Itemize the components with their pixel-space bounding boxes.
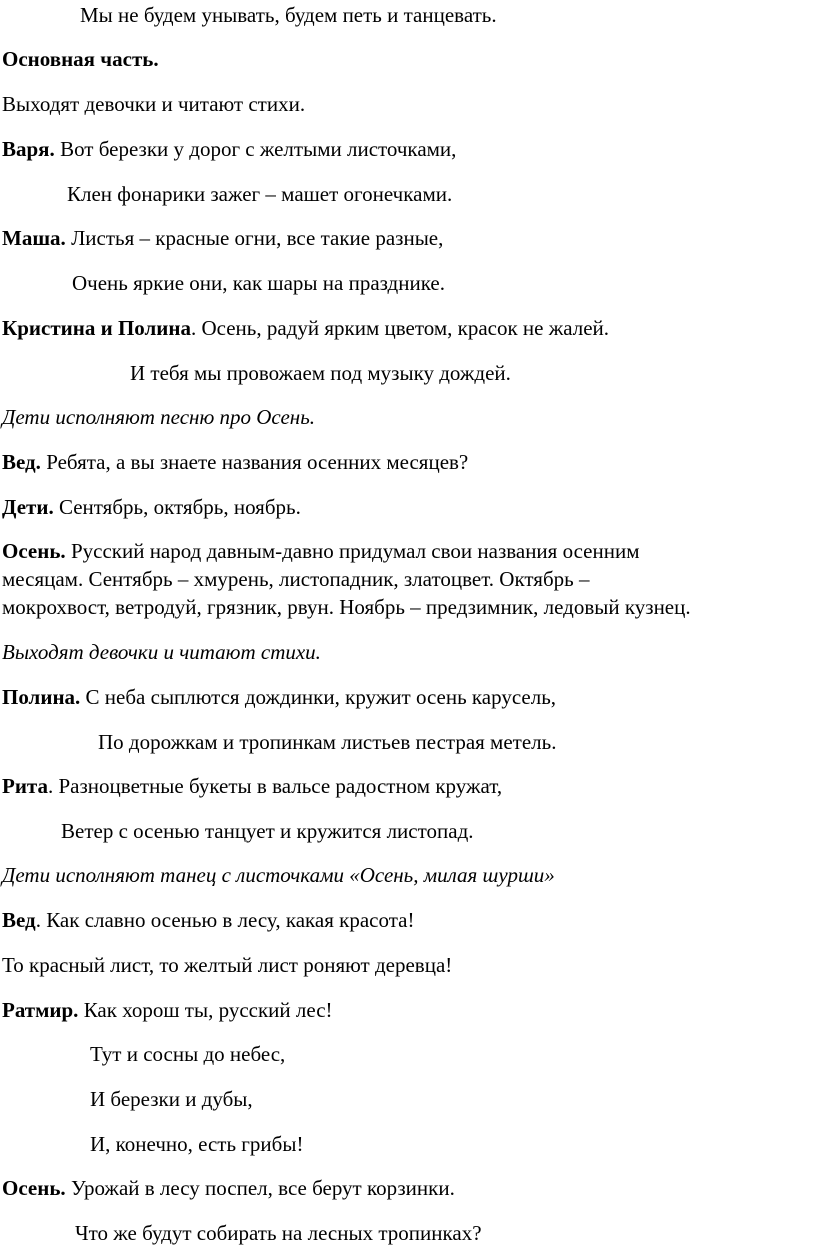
stage-direction: Дети исполняют песню про Осень. [2,405,316,429]
line-text: Сентябрь, октябрь, ноябрь. [53,495,301,519]
line-text: . Разноцветные букеты в вальсе радостном кружат, [48,774,503,798]
speaker-name: Дети. [2,495,54,519]
verse-line: Ветер с осенью танцует и кружится листопад. [61,819,474,843]
speaker-name: Осень. [2,1176,66,1200]
dialogue-line [2,538,640,564]
stage-direction: Дети исполняют танец с листочками «Осень, милая шурши» [2,863,555,887]
dialogue-line [2,773,502,799]
text-line: Мы не будем унывать, будем петь и танцевать. [80,3,497,27]
line-text: . Осень, радуй ярким цветом, красок не жалей. [190,316,610,340]
speaker-name: Рита [2,774,48,798]
speaker-name: Осень. [2,539,66,563]
speaker-name: Вед. [2,450,41,474]
dialogue-line [2,449,468,475]
line-text: Вот березки у дорог с желтыми листочками, [54,137,457,161]
line-text: Листья – красные огни, все такие разные, [65,226,444,250]
verse-line: Тут и сосны до небес, [90,1042,286,1066]
verse-line: И, конечно, есть грибы! [90,1132,304,1156]
speaker-name: Маша. [2,226,66,250]
verse-line: И березки и дубы, [90,1087,253,1111]
text-line: месяцам. Сентябрь – хмурень, листопадник, златоцвет. Октябрь – [2,567,590,591]
speaker-name: Варя. [2,137,55,161]
speaker-name: Вед [2,908,36,932]
dialogue-line [2,1175,455,1201]
dialogue-line [2,907,414,933]
verse-line: Очень яркие они, как шары на празднике. [72,271,445,295]
verse-line: Клен фонарики зажег – машет огонечками. [67,182,453,206]
line-text: . Как славно осенью в лесу, какая красота! [35,908,415,932]
speaker-name: Ратмир. [2,998,79,1022]
verse-line: Что же будут собирать на лесных тропинках? [75,1221,482,1245]
dialogue-line [2,997,333,1023]
text-line: мокрохвост, ветродуй, грязник, рвун. Ноябрь – предзимник, ледовый кузнец. [2,595,691,619]
line-text: Русский народ давным-давно придумал свои названия осенним [65,539,640,563]
speaker-name: Кристина и Полина [2,316,191,340]
dialogue-line [2,494,301,520]
text-line: То красный лист, то желтый лист роняют деревца! [2,953,453,977]
dialogue-line [2,684,556,710]
line-text: Ребята, а вы знаете названия осенних месяцев? [40,450,469,474]
dialogue-line [2,225,443,251]
dialogue-line [2,315,609,341]
verse-line: И тебя мы провожаем под музыку дождей. [130,361,511,385]
verse-line: По дорожкам и тропинкам листьев пестрая метель. [98,730,557,754]
text-line: Выходят девочки и читают стихи. [2,92,306,116]
line-text: Урожай в лесу поспел, все берут корзинки. [65,1176,455,1200]
line-text: С неба сыплются дождинки, кружит осень карусель, [80,685,557,709]
stage-direction: Выходят девочки и читают стихи. [2,640,321,664]
section-heading: Основная часть. [2,47,159,71]
speaker-name: Полина. [2,685,81,709]
line-text: Как хорош ты, русский лес! [78,998,333,1022]
dialogue-line [2,136,456,162]
